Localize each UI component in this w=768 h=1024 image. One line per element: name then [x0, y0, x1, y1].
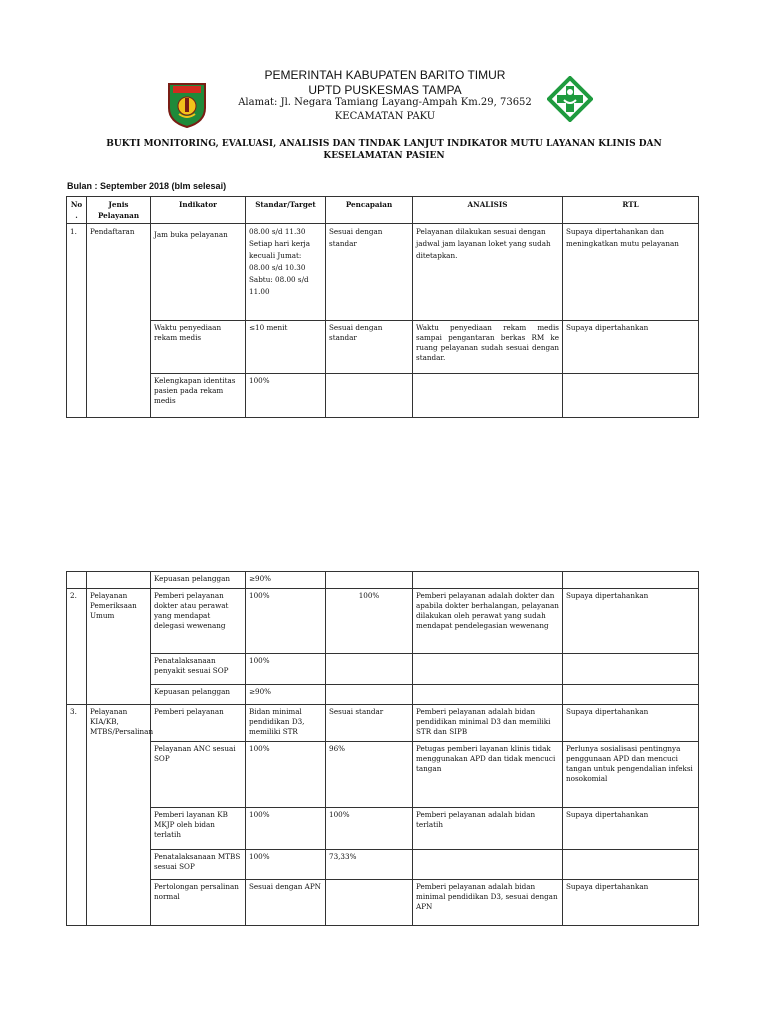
table-row — [67, 850, 699, 880]
col-standar: Standar/Target — [246, 197, 326, 224]
indicator-cell: Penatalaksanaan penyakit sesuai SOP — [151, 654, 246, 685]
rtl-cell — [563, 572, 699, 589]
rtl-cell: Supaya dipertahankan — [563, 589, 699, 654]
standard-cell: 100% — [246, 374, 326, 418]
table-row — [67, 589, 699, 654]
standard-cell: ≤10 menit — [246, 321, 326, 374]
district-logo — [165, 80, 209, 128]
indicator-cell: Pertolongan persalinan normal — [151, 880, 246, 926]
service-type: Pendaftaran — [87, 224, 151, 418]
standard-cell: Sesuai dengan APN — [246, 880, 326, 926]
table-row — [67, 705, 699, 742]
indicator-cell: Jam buka pelayanan — [151, 224, 246, 321]
analysis-cell — [413, 850, 563, 880]
table-header-row — [67, 197, 699, 224]
rtl-cell: Perlunya sosialisasi pentingnya penggunaan APD dan mencuci tangan untuk pengendalian infeksi nosokomial — [563, 742, 699, 808]
indicator-cell: Pemberi pelayanan dokter atau perawat yang mendapat delegasi wewenang — [151, 589, 246, 654]
row-number: 1. — [67, 224, 87, 418]
standard-cell: 100% — [246, 654, 326, 685]
indicator-cell: Penatalaksanaan MTBS sesuai SOP — [151, 850, 246, 880]
standard-cell: 100% — [246, 742, 326, 808]
col-jenis: Jenis Pelayanan — [87, 197, 151, 224]
standard-cell: 100% — [246, 808, 326, 850]
achievement-cell: 100% — [326, 589, 413, 654]
header-puskesmas: UPTD PUSKESMAS TAMPA — [308, 83, 462, 97]
document-title: BUKTI MONITORING, EVALUASI, ANALISIS DAN TINDAK LANJUT INDIKATOR MUTU LAYANAN KLINIS DAN KESELAMATAN PASIEN — [106, 139, 662, 161]
table-row — [67, 374, 699, 418]
analysis-cell: Pemberi pelayanan adalah bidan pendidikan minimal D3 dan memiliki STR dan SIPB — [413, 705, 563, 742]
rtl-cell — [563, 850, 699, 880]
indicator-cell: Kepuasan pelanggan — [151, 572, 246, 589]
indicator-cell: Waktu penyediaan rekam medis — [151, 321, 246, 374]
puskesmas-logo — [547, 76, 593, 122]
rtl-cell: Supaya dipertahankan dan meningkatkan mutu pelayanan — [563, 224, 699, 321]
standard-cell: ≥90% — [246, 572, 326, 589]
table-row — [67, 808, 699, 850]
achievement-cell: 73,33% — [326, 850, 413, 880]
standard-cell: 100% — [246, 850, 326, 880]
rtl-cell: Supaya dipertahankan — [563, 880, 699, 926]
col-no: No . — [67, 197, 87, 224]
service-type — [87, 572, 151, 589]
analysis-cell: Pemberi pelayanan adalah bidan minimal pendidikan D3, sesuai dengan APN — [413, 880, 563, 926]
analysis-cell — [413, 572, 563, 589]
standard-cell: Bidan minimal pendidikan D3, memiliki STR — [246, 705, 326, 742]
standard-cell: ≥90% — [246, 685, 326, 705]
row-number: 3. — [67, 705, 87, 926]
table-row — [67, 224, 699, 321]
col-indikator: Indikator — [151, 197, 246, 224]
service-type: Pelayanan KIA/KB, MTBS/Persalinan — [87, 705, 151, 926]
achievement-cell: Sesuai dengan standar — [326, 224, 413, 321]
table-row — [67, 742, 699, 808]
analysis-cell: Pemberi pelayanan adalah dokter dan apabila dokter berhalangan, pelayanan dilakukan oleh perawat yang sudah mendapat pendelegasian wewenang — [413, 589, 563, 654]
achievement-cell — [326, 654, 413, 685]
col-rtl: RTL — [563, 197, 699, 224]
rtl-cell: Supaya dipertahankan — [563, 321, 699, 374]
indicator-cell: Pemberi layanan KB MKJP oleh bidan terlatih — [151, 808, 246, 850]
analysis-cell: Pemberi pelayanan adalah bidan terlatih — [413, 808, 563, 850]
indicator-cell: Pemberi pelayanan — [151, 705, 246, 742]
table-row — [67, 572, 699, 589]
rtl-cell: Supaya dipertahankan — [563, 705, 699, 742]
standard-cell: 100% — [246, 589, 326, 654]
achievement-cell — [326, 880, 413, 926]
achievement-cell: Sesuai dengan standar — [326, 321, 413, 374]
rtl-cell — [563, 685, 699, 705]
achievement-cell: Sesuai standar — [326, 705, 413, 742]
achievement-cell: 100% — [326, 808, 413, 850]
period-label: Bulan : September 2018 (blm selesai) — [67, 181, 227, 191]
col-pencapaian: Pencapaian — [326, 197, 413, 224]
achievement-cell: 96% — [326, 742, 413, 808]
row-number — [67, 572, 87, 589]
achievement-cell — [326, 572, 413, 589]
table-row — [67, 321, 699, 374]
col-analisis: ANALISIS — [413, 197, 563, 224]
analysis-cell: Waktu penyediaan rekam medis sampai pengantaran berkas RM ke ruang pelayanan sudah sesuai dengan standar. — [413, 321, 563, 374]
indicator-table-2 — [66, 571, 699, 926]
header-government: PEMERINTAH KABUPATEN BARITO TIMUR — [264, 68, 506, 82]
indicator-table-1 — [66, 196, 699, 418]
analysis-cell — [413, 654, 563, 685]
rtl-cell — [563, 654, 699, 685]
indicator-cell: Kepuasan pelanggan — [151, 685, 246, 705]
analysis-cell — [413, 685, 563, 705]
analysis-cell — [413, 374, 563, 418]
analysis-cell: Pelayanan dilakukan sesuai dengan jadwal jam layanan loket yang sudah ditetapkan. — [413, 224, 563, 321]
service-type: Pelayanan Pemeriksaan Umum — [87, 589, 151, 705]
rtl-cell — [563, 374, 699, 418]
header-district: KECAMATAN PAKU — [334, 111, 436, 122]
achievement-cell — [326, 685, 413, 705]
table-row — [67, 880, 699, 926]
achievement-cell — [326, 374, 413, 418]
header-address: Alamat: Jl. Negara Tamiang Layang-Ampah Km.29, 73652 — [238, 97, 532, 108]
table-row — [67, 654, 699, 685]
rtl-cell: Supaya dipertahankan — [563, 808, 699, 850]
table-row — [67, 685, 699, 705]
analysis-cell: Petugas pemberi layanan klinis tidak menggunakan APD dan tidak mencuci tangan — [413, 742, 563, 808]
standard-cell: 08.00 s/d 11.30 Setiap hari kerja kecuali Jumat: 08.00 s/d 10.30 Sabtu: 08.00 s/d 11.00 — [246, 224, 326, 321]
indicator-cell: Pelayanan ANC sesuai SOP — [151, 742, 246, 808]
row-number: 2. — [67, 589, 87, 705]
indicator-cell: Kelengkapan identitas pasien pada rekam medis — [151, 374, 246, 418]
